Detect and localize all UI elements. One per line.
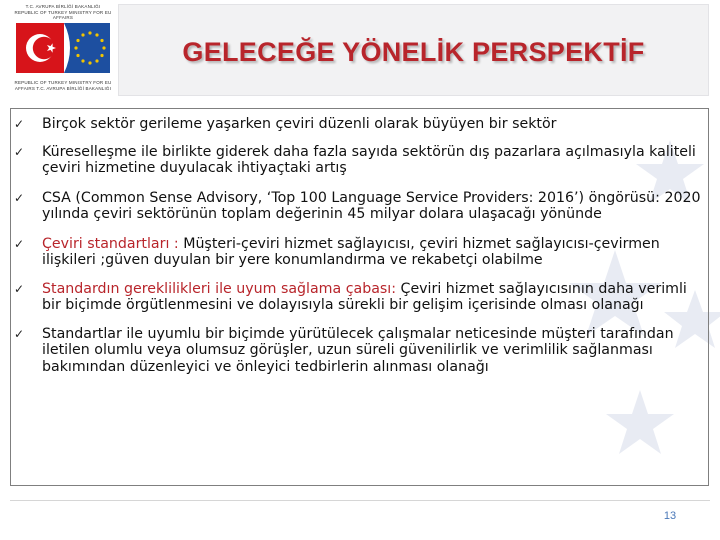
bullet-heading: Çeviri standartları :	[42, 235, 184, 252]
bullet-item	[14, 236, 704, 269]
page-number: 13	[663, 510, 677, 522]
turkey-eu-emblem-icon	[16, 19, 110, 77]
checkmark-icon: ✓	[14, 190, 25, 205]
checkmark-icon: ✓	[14, 326, 25, 341]
footer-divider	[10, 500, 710, 501]
bullet-text: Çeviri hizmet sağlayıcısının daha verimli bir biçimde örgütlenmesini ve dolayısıyla sürekli bir gelişim içerisinde olması olanağı	[42, 280, 687, 313]
bullet-text: Küreselleşme ile birlikte giderek daha fazla sayıda sektörün dış pazarlara açılmasıyla kaliteli çeviri hizmetine duyulacak ihtiyaçtaki artış	[42, 143, 696, 176]
logo-bottom-text: REPUBLIC OF TURKEY MINISTRY FOR EU AFFAIRS T.C. AVRUPA BİRLİĞİ BAKANLIĞI	[14, 80, 112, 91]
checkmark-icon: ✓	[14, 144, 25, 159]
logo-top-text: T.C. AVRUPA BİRLİĞİ BAKANLIĞI REPUBLIC OF TURKEY MINISTRY FOR EU AFFAIRS	[14, 4, 112, 20]
bullet-item	[14, 326, 704, 376]
bullet-item	[14, 144, 704, 177]
checkmark-icon: ✓	[14, 117, 25, 131]
bullet-text: Standartlar ile uyumlu bir biçimde yürütülecek çalışmalar neticesinde müşteri tarafından iletilen olumlu veya olumsuz görüşler, uzun süreli güvenilirlik ve verimlilik sağlanması bakımından düzenleyici ve önleyici tedbirlerin alınması olanağı	[42, 325, 674, 375]
bullet-item	[14, 281, 704, 314]
bullet-list	[14, 116, 704, 375]
slide-title: GELECEĞE YÖNELİK PERSPEKTİF	[182, 37, 645, 67]
bullet-text: CSA (Common Sense Advisory, ‘Top 100 Language Service Providers: 2016’) öngörüsü: 2020 yılında çeviri sektörünün toplam değerinin 45 milyar dolara ulaşacağı yönünde	[42, 189, 701, 222]
bullet-heading: Standardın gereklilikleri ile uyum sağlama çabası:	[42, 280, 401, 297]
ministry-logo	[14, 4, 112, 96]
bullet-text: Müşteri-çeviri hizmet sağlayıcısı, çeviri hizmet sağlayıcısı-çevirmen ilişkileri ;güven duyulan bir yere konumlandırma ve rekabetçi olabilme	[42, 235, 660, 268]
checkmark-icon: ✓	[14, 281, 25, 296]
bullet-text: Birçok sektör gerileme yaşarken çeviri düzenli olarak büyüyen bir sektör	[42, 116, 557, 132]
bullet-item	[14, 190, 704, 223]
title-banner	[118, 4, 709, 96]
bullet-item	[14, 116, 704, 133]
checkmark-icon: ✓	[14, 236, 25, 251]
